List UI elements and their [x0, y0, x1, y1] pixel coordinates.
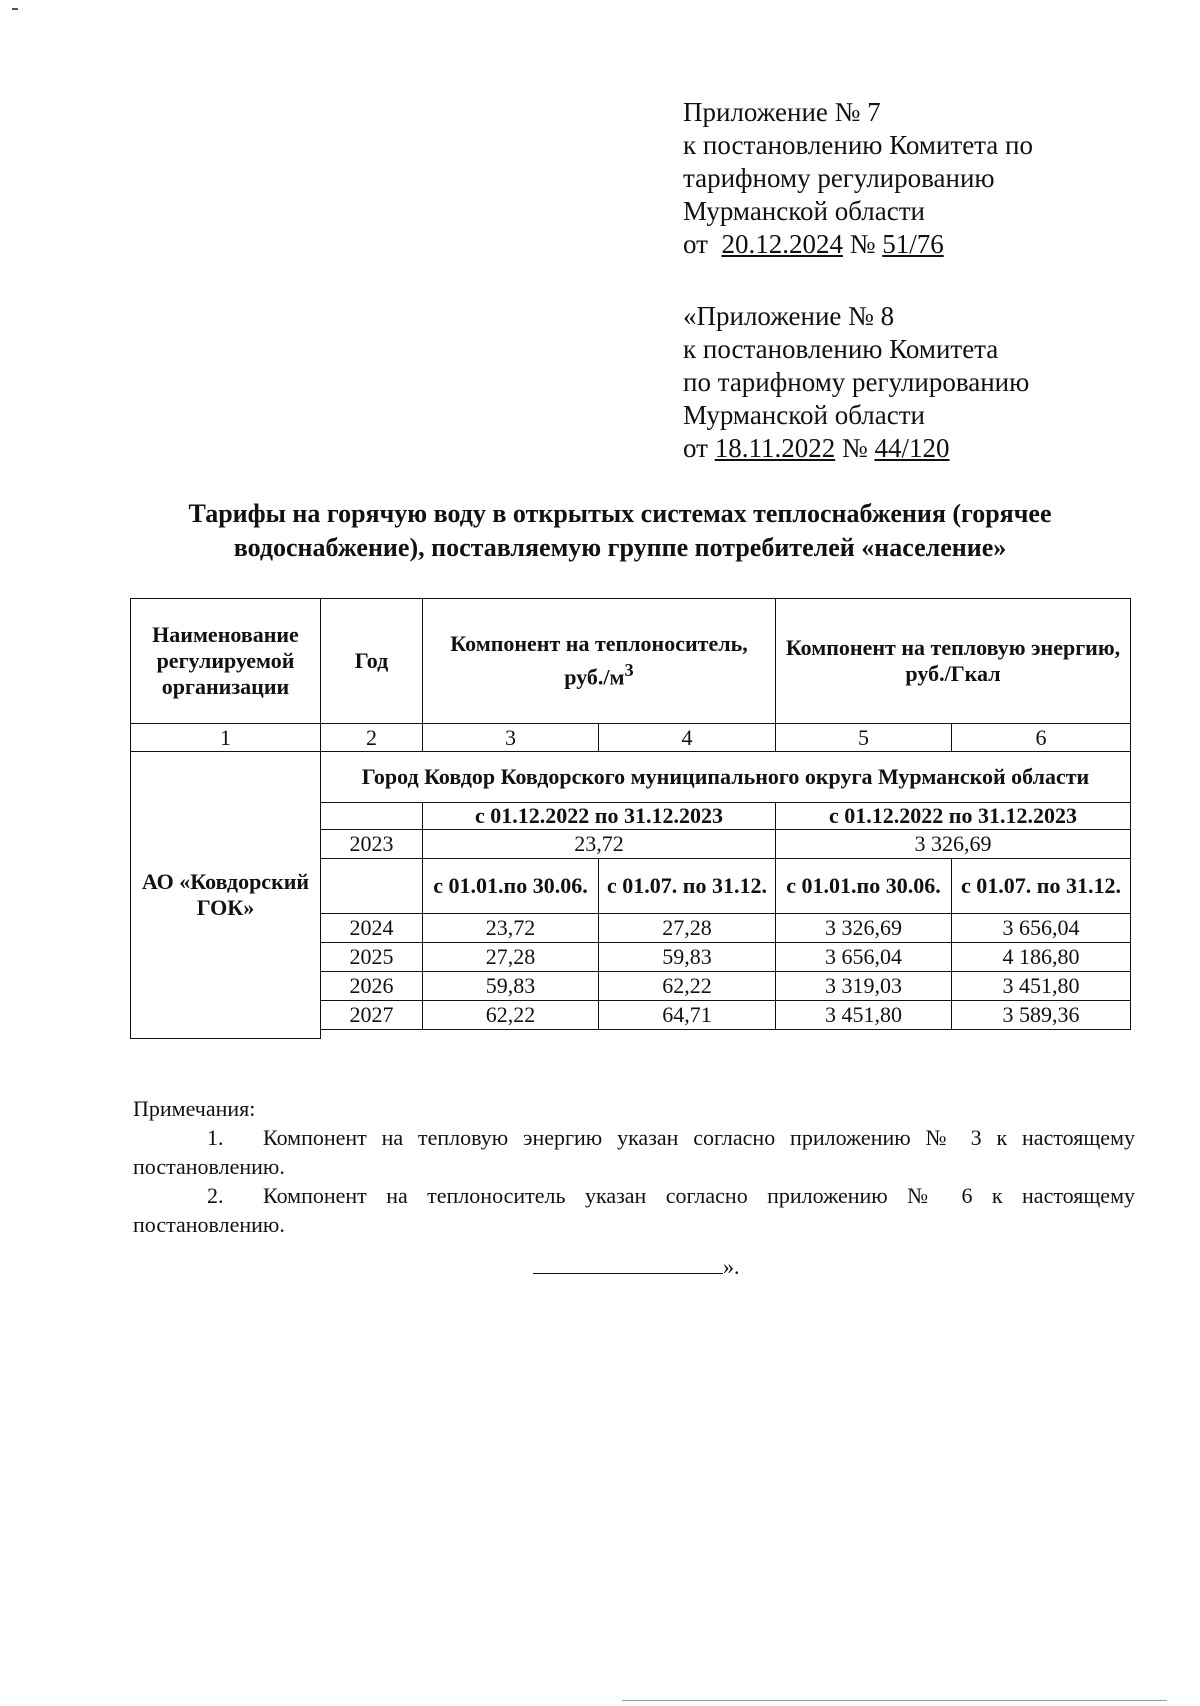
- heat-h2-value: 3 451,80: [952, 972, 1131, 1001]
- number-sign: №: [849, 229, 876, 259]
- note-item: [133, 1123, 1135, 1181]
- empty-year-cell: [321, 859, 423, 914]
- half-period-coolant-1: с 01.01.по 30.06.: [423, 859, 599, 914]
- header-heat-component: Компонент на тепловую энергию, руб./Гкал: [776, 599, 1131, 724]
- half-period-coolant-2: с 01.07. по 31.12.: [599, 859, 776, 914]
- coolant-h1-value: 62,22: [423, 1001, 599, 1030]
- year-cell: 2024: [321, 914, 423, 943]
- heat-h2-value: 3 656,04: [952, 914, 1131, 943]
- appendix-7-line: к постановлению Комитета по: [683, 130, 1033, 160]
- note-text: Компонент на теплоноситель указан согласно приложению № 6 к настоящему постановлению.: [133, 1183, 1135, 1237]
- coolant-h1-value: 27,28: [423, 943, 599, 972]
- note-item: [133, 1181, 1135, 1239]
- column-number: 4: [599, 724, 776, 752]
- appendix-7-line: Мурманской области: [683, 196, 925, 226]
- heat-h1-value: 3 451,80: [776, 1001, 952, 1030]
- resolution-number: 44/120: [874, 433, 950, 463]
- empty-year-cell: [321, 803, 423, 830]
- appendix-7-header: [683, 96, 1033, 261]
- appendix-8-date-line: [683, 432, 1029, 465]
- organization-name: АО «Ковдорский ГОК»: [131, 752, 321, 1039]
- resolution-date: 18.11.2022: [714, 433, 836, 463]
- title-line-1: Тарифы на горячую воду в открытых системах теплоснабжения (горячее: [188, 499, 1052, 528]
- heat-value-2023: 3 326,69: [776, 830, 1131, 859]
- closing-quote: ».: [723, 1254, 740, 1279]
- notes-heading: Примечания:: [133, 1096, 256, 1121]
- page-edge-line: [622, 1700, 1167, 1701]
- heat-h1-value: 3 656,04: [776, 943, 952, 972]
- coolant-h2-value: 59,83: [599, 943, 776, 972]
- closing-rule: [533, 1255, 723, 1274]
- header-coolant-unit-sup: 3: [624, 660, 634, 681]
- territory-row: [131, 752, 1131, 803]
- column-number: 2: [321, 724, 423, 752]
- coolant-h2-value: 62,22: [599, 972, 776, 1001]
- coolant-h2-value: 27,28: [599, 914, 776, 943]
- period-heat: с 01.12.2022 по 31.12.2023: [776, 803, 1131, 830]
- resolution-number: 51/76: [882, 229, 944, 259]
- half-period-heat-2: с 01.07. по 31.12.: [952, 859, 1131, 914]
- heat-h1-value: 3 319,03: [776, 972, 952, 1001]
- column-number: 6: [952, 724, 1131, 752]
- date-prefix: от: [683, 229, 708, 259]
- period-coolant: с 01.12.2022 по 31.12.2023: [423, 803, 776, 830]
- column-number: 3: [423, 724, 599, 752]
- coolant-h1-value: 23,72: [423, 914, 599, 943]
- notes-section: [133, 1094, 1135, 1239]
- note-text: Компонент на тепловую энергию указан согласно приложению № 3 к настоящему постановлению.: [133, 1125, 1135, 1179]
- table-header-row: [131, 599, 1131, 724]
- coolant-value-2023: 23,72: [423, 830, 776, 859]
- note-number: 1.: [207, 1125, 224, 1150]
- coolant-h1-value: 59,83: [423, 972, 599, 1001]
- note-number: 2.: [207, 1183, 224, 1208]
- appendix-8-line: по тарифному регулированию: [683, 367, 1030, 397]
- scan-mark: [12, 8, 18, 10]
- header-coolant-text: Компонент на теплоноситель, руб./м: [450, 631, 748, 690]
- appendix-7-line: тарифному регулированию: [683, 163, 995, 193]
- empty-cell: [321, 1030, 1131, 1039]
- column-number-row: [131, 724, 1131, 752]
- number-sign: №: [841, 433, 868, 463]
- year-cell: 2025: [321, 943, 423, 972]
- appendix-8-line: к постановлению Комитета: [683, 334, 999, 364]
- appendix-8-title: «Приложение № 8: [683, 301, 895, 331]
- document-title: [120, 497, 1120, 565]
- territory-name: Город Ковдор Ковдорского муниципального округа Мурманской области: [321, 752, 1131, 803]
- appendix-8-header: [683, 300, 1029, 465]
- column-number: 5: [776, 724, 952, 752]
- heat-h1-value: 3 326,69: [776, 914, 952, 943]
- half-period-heat-1: с 01.01.по 30.06.: [776, 859, 952, 914]
- tariff-table: [130, 598, 1131, 1039]
- date-prefix: от: [683, 433, 708, 463]
- heat-h2-value: 4 186,80: [952, 943, 1131, 972]
- heat-h2-value: 3 589,36: [952, 1001, 1131, 1030]
- header-year: Год: [321, 599, 423, 724]
- year-cell: 2023: [321, 830, 423, 859]
- appendix-8-line: Мурманской области: [683, 400, 925, 430]
- year-cell: 2027: [321, 1001, 423, 1030]
- title-line-2: водоснабжение), поставляемую группе потребителей «население»: [233, 533, 1007, 562]
- appendix-7-date-line: [683, 228, 1033, 261]
- year-cell: 2026: [321, 972, 423, 1001]
- closing-mark: [533, 1254, 740, 1280]
- resolution-date: 20.12.2024: [721, 229, 843, 259]
- header-organization: Наименование регулируемой организации: [131, 599, 321, 724]
- header-coolant-component: [423, 599, 776, 724]
- coolant-h2-value: 64,71: [599, 1001, 776, 1030]
- appendix-7-title: Приложение № 7: [683, 97, 881, 127]
- column-number: 1: [131, 724, 321, 752]
